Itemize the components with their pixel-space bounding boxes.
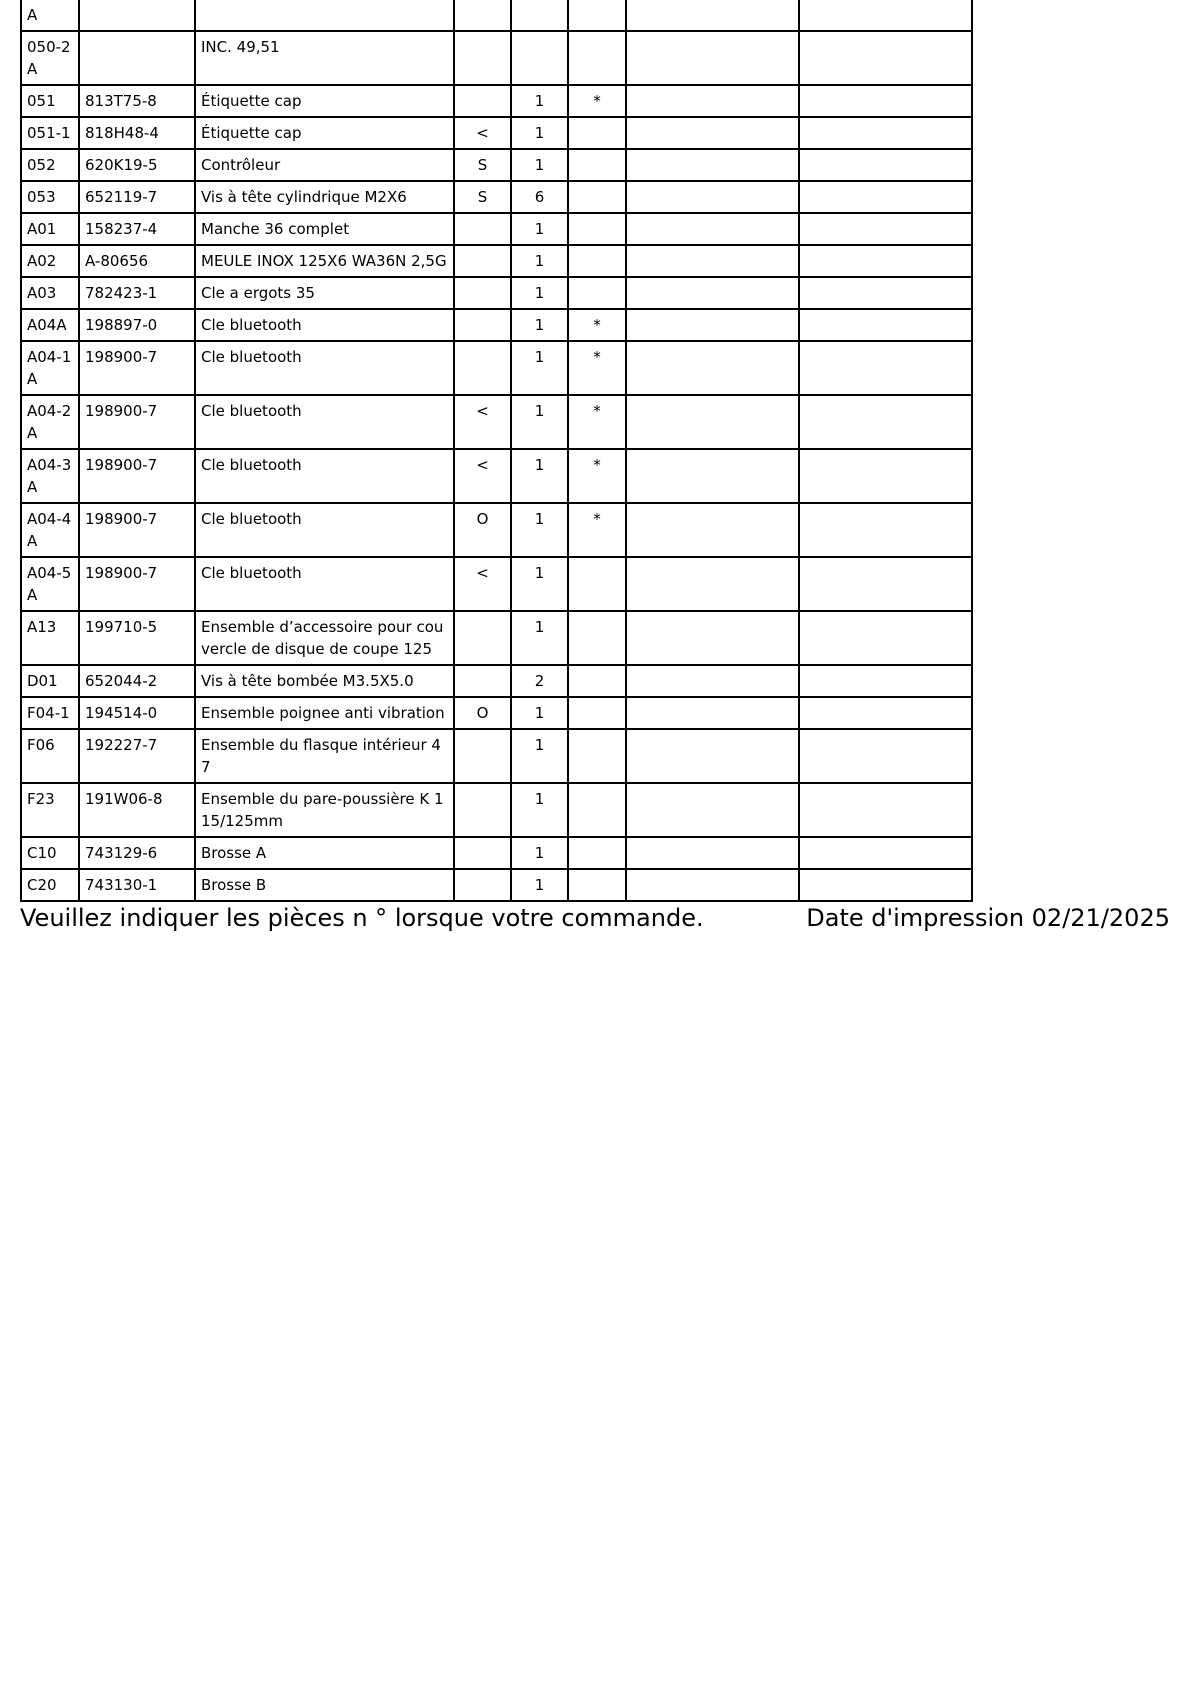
table-row [21, 213, 972, 245]
note-cell [454, 213, 511, 245]
qty-cell: 1 [511, 697, 568, 729]
part-no-cell [79, 0, 195, 31]
note-cell: S [454, 149, 511, 181]
item-no-cell: 051 [21, 85, 79, 117]
extra-cell-2 [799, 149, 972, 181]
part-no-cell: 198900-7 [79, 503, 195, 557]
item-no-cell: A03 [21, 277, 79, 309]
part-no-cell: 198897-0 [79, 309, 195, 341]
table-row [21, 117, 972, 149]
mark-cell: * [568, 503, 626, 557]
description-cell: Étiquette cap [195, 117, 454, 149]
mark-cell: * [568, 395, 626, 449]
item-no-cell: C10 [21, 837, 79, 869]
part-no-cell: 194514-0 [79, 697, 195, 729]
table-row [21, 611, 972, 665]
qty-cell: 1 [511, 729, 568, 783]
table-row [21, 245, 972, 277]
mark-cell [568, 31, 626, 85]
item-no-cell: 051-1 [21, 117, 79, 149]
note-cell [454, 0, 511, 31]
extra-cell-2 [799, 729, 972, 783]
part-no-cell: 198900-7 [79, 395, 195, 449]
note-cell: < [454, 449, 511, 503]
extra-cell-1 [626, 117, 799, 149]
parts-table-body [21, 0, 972, 901]
extra-cell-1 [626, 503, 799, 557]
mark-cell [568, 213, 626, 245]
mark-cell [568, 665, 626, 697]
mark-cell [568, 611, 626, 665]
table-row [21, 697, 972, 729]
note-cell: < [454, 395, 511, 449]
description-cell: Contrôleur [195, 149, 454, 181]
note-cell [454, 611, 511, 665]
item-no-cell: A02 [21, 245, 79, 277]
table-row [21, 665, 972, 697]
extra-cell-1 [626, 783, 799, 837]
order-note: Veuillez indiquer les pièces n ° lorsque votre commande. [20, 904, 704, 932]
part-no-cell: 198900-7 [79, 557, 195, 611]
description-cell: Ensemble du pare-poussière K 115/125mm [195, 783, 454, 837]
description-cell: Cle bluetooth [195, 557, 454, 611]
extra-cell-2 [799, 697, 972, 729]
description-cell: Cle bluetooth [195, 341, 454, 395]
extra-cell-1 [626, 729, 799, 783]
note-cell: S [454, 181, 511, 213]
extra-cell-1 [626, 557, 799, 611]
mark-cell [568, 557, 626, 611]
part-no-cell: 199710-5 [79, 611, 195, 665]
item-no-cell: A04-4A [21, 503, 79, 557]
item-no-cell: C20 [21, 869, 79, 901]
extra-cell-1 [626, 181, 799, 213]
extra-cell-2 [799, 117, 972, 149]
qty-cell: 1 [511, 245, 568, 277]
qty-cell [511, 31, 568, 85]
description-cell: Brosse A [195, 837, 454, 869]
description-cell: Brosse B [195, 869, 454, 901]
table-row [21, 277, 972, 309]
part-no-cell: 782423-1 [79, 277, 195, 309]
qty-cell: 1 [511, 783, 568, 837]
mark-cell [568, 837, 626, 869]
table-row [21, 31, 972, 85]
item-no-cell: 050-2A [21, 31, 79, 85]
qty-cell: 1 [511, 611, 568, 665]
mark-cell: * [568, 85, 626, 117]
note-cell [454, 277, 511, 309]
item-no-cell: F04-1 [21, 697, 79, 729]
note-cell [454, 869, 511, 901]
item-no-cell: A04-2A [21, 395, 79, 449]
qty-cell: 2 [511, 665, 568, 697]
qty-cell: 1 [511, 869, 568, 901]
part-no-cell: A-80656 [79, 245, 195, 277]
part-no-cell: 652119-7 [79, 181, 195, 213]
description-cell: Vis à tête bombée M3.5X5.0 [195, 665, 454, 697]
note-cell: < [454, 117, 511, 149]
qty-cell: 1 [511, 85, 568, 117]
table-row [21, 181, 972, 213]
mark-cell: * [568, 449, 626, 503]
description-cell: Ensemble d’accessoire pour couvercle de disque de coupe 125 [195, 611, 454, 665]
qty-cell: 1 [511, 341, 568, 395]
table-row [21, 557, 972, 611]
item-no-cell: D01 [21, 665, 79, 697]
extra-cell-1 [626, 277, 799, 309]
extra-cell-2 [799, 611, 972, 665]
table-row [21, 85, 972, 117]
print-date: Date d'impression 02/21/2025 [806, 904, 1170, 932]
mark-cell [568, 245, 626, 277]
extra-cell-1 [626, 395, 799, 449]
extra-cell-1 [626, 449, 799, 503]
part-no-cell: 743130-1 [79, 869, 195, 901]
item-no-cell: A01 [21, 213, 79, 245]
table-row [21, 341, 972, 395]
qty-cell [511, 0, 568, 31]
mark-cell [568, 277, 626, 309]
extra-cell-1 [626, 213, 799, 245]
extra-cell-1 [626, 697, 799, 729]
part-no-cell: 192227-7 [79, 729, 195, 783]
extra-cell-2 [799, 245, 972, 277]
description-cell: Manche 36 complet [195, 213, 454, 245]
note-cell: O [454, 697, 511, 729]
extra-cell-2 [799, 557, 972, 611]
qty-cell: 6 [511, 181, 568, 213]
mark-cell [568, 149, 626, 181]
note-cell [454, 665, 511, 697]
description-cell: Cle bluetooth [195, 309, 454, 341]
part-no-cell: 158237-4 [79, 213, 195, 245]
description-cell: Ensemble du flasque intérieur 47 [195, 729, 454, 783]
qty-cell: 1 [511, 213, 568, 245]
description-cell: Étiquette cap [195, 85, 454, 117]
mark-cell [568, 697, 626, 729]
qty-cell: 1 [511, 837, 568, 869]
note-cell [454, 85, 511, 117]
qty-cell: 1 [511, 117, 568, 149]
extra-cell-2 [799, 0, 972, 31]
note-cell: < [454, 557, 511, 611]
extra-cell-1 [626, 0, 799, 31]
extra-cell-1 [626, 245, 799, 277]
note-cell [454, 31, 511, 85]
extra-cell-2 [799, 181, 972, 213]
table-row [21, 503, 972, 557]
item-no-cell: F23 [21, 783, 79, 837]
item-no-cell: A [21, 0, 79, 31]
extra-cell-1 [626, 31, 799, 85]
mark-cell: * [568, 341, 626, 395]
qty-cell: 1 [511, 503, 568, 557]
mark-cell [568, 181, 626, 213]
note-cell [454, 783, 511, 837]
item-no-cell: A13 [21, 611, 79, 665]
extra-cell-1 [626, 869, 799, 901]
item-no-cell: 053 [21, 181, 79, 213]
qty-cell: 1 [511, 395, 568, 449]
item-no-cell: A04A [21, 309, 79, 341]
extra-cell-2 [799, 783, 972, 837]
table-row [21, 783, 972, 837]
part-no-cell: 620K19-5 [79, 149, 195, 181]
extra-cell-2 [799, 85, 972, 117]
table-row [21, 149, 972, 181]
item-no-cell: F06 [21, 729, 79, 783]
part-no-cell [79, 31, 195, 85]
note-cell [454, 837, 511, 869]
extra-cell-1 [626, 149, 799, 181]
parts-table [20, 0, 973, 902]
extra-cell-1 [626, 309, 799, 341]
table-row [21, 449, 972, 503]
description-cell: INC. 49,51 [195, 31, 454, 85]
extra-cell-1 [626, 665, 799, 697]
part-no-cell: 198900-7 [79, 341, 195, 395]
part-no-cell: 198900-7 [79, 449, 195, 503]
item-no-cell: A04-1A [21, 341, 79, 395]
description-cell: Cle a ergots 35 [195, 277, 454, 309]
description-cell: Cle bluetooth [195, 449, 454, 503]
table-row [21, 0, 972, 31]
table-row [21, 869, 972, 901]
extra-cell-2 [799, 341, 972, 395]
mark-cell [568, 783, 626, 837]
extra-cell-2 [799, 665, 972, 697]
item-no-cell: A04-3A [21, 449, 79, 503]
mark-cell [568, 0, 626, 31]
extra-cell-2 [799, 309, 972, 341]
qty-cell: 1 [511, 277, 568, 309]
description-cell: Ensemble poignee anti vibration [195, 697, 454, 729]
part-no-cell: 813T75-8 [79, 85, 195, 117]
extra-cell-2 [799, 31, 972, 85]
extra-cell-2 [799, 869, 972, 901]
part-no-cell: 191W06-8 [79, 783, 195, 837]
qty-cell: 1 [511, 149, 568, 181]
table-row [21, 729, 972, 783]
extra-cell-2 [799, 395, 972, 449]
mark-cell [568, 117, 626, 149]
qty-cell: 1 [511, 449, 568, 503]
mark-cell: * [568, 309, 626, 341]
part-no-cell: 818H48-4 [79, 117, 195, 149]
table-row [21, 395, 972, 449]
note-cell [454, 341, 511, 395]
qty-cell: 1 [511, 557, 568, 611]
extra-cell-2 [799, 503, 972, 557]
extra-cell-2 [799, 277, 972, 309]
extra-cell-1 [626, 837, 799, 869]
mark-cell [568, 869, 626, 901]
note-cell [454, 309, 511, 341]
part-no-cell: 652044-2 [79, 665, 195, 697]
note-cell [454, 729, 511, 783]
description-cell: Cle bluetooth [195, 503, 454, 557]
extra-cell-1 [626, 611, 799, 665]
mark-cell [568, 729, 626, 783]
table-row [21, 837, 972, 869]
description-cell: Vis à tête cylindrique M2X6 [195, 181, 454, 213]
extra-cell-2 [799, 837, 972, 869]
part-no-cell: 743129-6 [79, 837, 195, 869]
extra-cell-1 [626, 341, 799, 395]
description-cell: Cle bluetooth [195, 395, 454, 449]
item-no-cell: 052 [21, 149, 79, 181]
extra-cell-2 [799, 449, 972, 503]
table-row [21, 309, 972, 341]
extra-cell-2 [799, 213, 972, 245]
note-cell [454, 245, 511, 277]
extra-cell-1 [626, 85, 799, 117]
item-no-cell: A04-5A [21, 557, 79, 611]
note-cell: O [454, 503, 511, 557]
description-cell [195, 0, 454, 31]
description-cell: MEULE INOX 125X6 WA36N 2,5G [195, 245, 454, 277]
qty-cell: 1 [511, 309, 568, 341]
